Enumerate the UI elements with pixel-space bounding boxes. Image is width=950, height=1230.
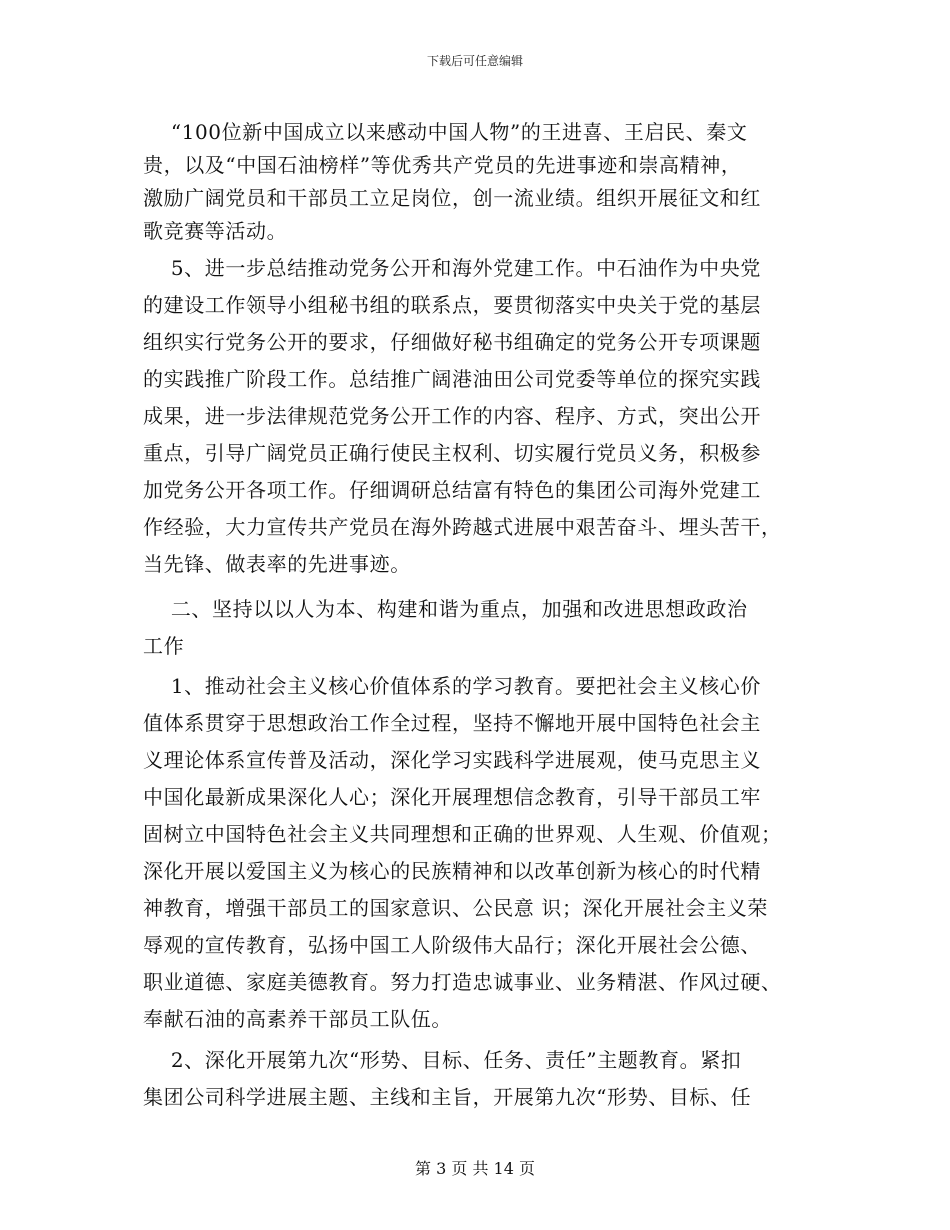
- text-line: 神教育，增强干部员工的国家意识、公民意 识；深化开展社会主义荣: [143, 896, 768, 920]
- text-line: 的建设工作领导小组秘书组的联系点，要贯彻落实中央关于党的基层: [143, 293, 761, 317]
- page-number-footer: 第 3 页 共 14 页: [415, 1159, 535, 1178]
- text-line: 作经验，大力宣传共产党员在海外跨越式进展中艰苦奋斗、埋头苦干，: [143, 515, 782, 539]
- text-line: 当先锋、做表率的先进事迹。: [143, 552, 411, 576]
- text-line: 奉献石油的高素养干部员工队伍。: [143, 1007, 452, 1031]
- text-line: 歌竞赛等活动。: [143, 219, 288, 243]
- text-line: 集团公司科学进展主题、主线和主旨，开展第九次“形势、目标、任: [143, 1085, 752, 1109]
- section-heading-cont: 工作: [143, 634, 185, 658]
- text-line: 职业道德、家庭美德教育。努力打造忠诚事业、业务精湛、作风过硬、: [143, 970, 782, 994]
- text-line: 的实践推广阶段工作。总结推广阔港油田公司党委等单位的探究实践: [143, 367, 761, 391]
- text-line: 5、进一步总结推动党务公开和海外党建工作。中石油作为中央党: [143, 256, 761, 280]
- text-line: 1、推动社会主义核心价值体系的学习教育。要把社会主义核心价: [143, 674, 761, 698]
- text-line: 加党务公开各项工作。仔细调研总结富有特色的集团公司海外党建工: [143, 478, 761, 502]
- text-line: 贵，以及“中国石油榜样”等优秀共产党员的先进事迹和崇高精神，: [143, 153, 742, 177]
- text-line: 义理论体系宣传普及活动，深化学习实践科学进展观，使马克思主义: [143, 748, 761, 772]
- page-header: 下载后可任意编辑: [426, 54, 523, 68]
- text-line: 组织实行党务公开的要求，仔细做好秘书组确定的党务公开专项课题: [143, 330, 761, 354]
- text-line: 成果，进一步法律规范党务公开工作的内容、程序、方式，突出公开: [143, 404, 761, 428]
- text-line: 值体系贯穿于思想政治工作全过程，坚持不懈地开展中国特色社会主: [143, 711, 761, 735]
- text-line: 2、深化开展第九次“形势、目标、任务、责任”主题教育。紧扣: [143, 1048, 742, 1072]
- text-line: 辱观的宣传教育，弘扬中国工人阶级伟大品行；深化开展社会公德、: [143, 933, 761, 957]
- text-line: 中国化最新成果深化人心；深化开展理想信念教育，引导干部员工牢: [143, 785, 761, 809]
- text-line: 固树立中国特色社会主义共同理想和正确的世界观、人生观、价值观；: [143, 822, 782, 846]
- text-line: 重点，引导广阔党员正确行使民主权利、切实履行党员义务，积极参: [143, 441, 761, 465]
- text-line: 激励广阔党员和干部员工立足岗位，创一流业绩。组织开展征文和红: [143, 186, 761, 210]
- text-line: “100位新中国成立以来感动中国人物”的王进喜、王启民、秦文: [143, 120, 748, 144]
- text-line: 深化开展以爱国主义为核心的民族精神和以改革创新为核心的时代精: [143, 859, 761, 883]
- section-heading: 二、坚持以以人为本、构建和谐为重点，加强和改进思想政政治: [143, 597, 748, 621]
